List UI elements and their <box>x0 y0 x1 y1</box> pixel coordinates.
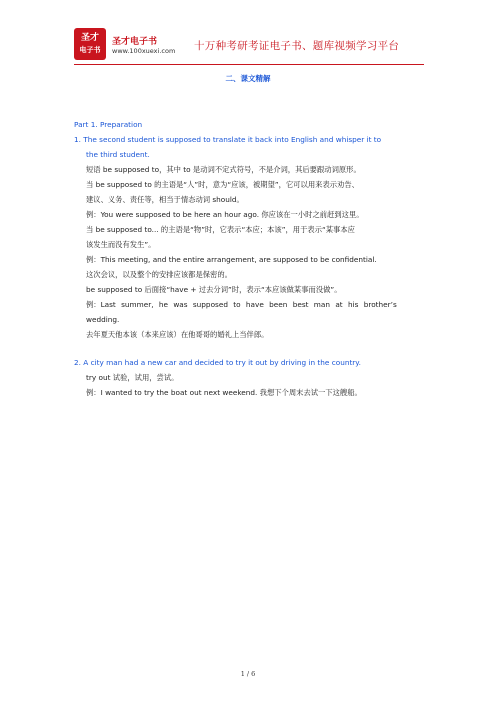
logo <box>74 28 106 60</box>
logo-text-top: 圣才 <box>80 33 99 43</box>
item1-example-2-translation: 这次会议，以及整个的安排应该都是保密的。 <box>86 270 232 279</box>
page-number: 1 / 6 <box>240 670 256 678</box>
item1-example-3-translation: 去年夏天他本该（本来应该）在他哥哥的婚礼上当伴郎。 <box>86 330 269 339</box>
section-title: 二、课文精解 <box>225 74 271 83</box>
item1-note-2: 当 be supposed to 的主语是“人”时，意为“应该，被期望”，它可以用来表示劝告、 <box>86 180 359 189</box>
brand-url[interactable]: www.100xuexi.com <box>112 47 176 55</box>
document-body <box>74 120 426 398</box>
item2-sentence: 2. A city man had a new car and decided to try it out by driving in the country. <box>74 358 361 367</box>
item1-note-1: 短语 be supposed to，其中 to 是动词不定式符号，不是介词，其后要跟动词原形。 <box>86 165 361 174</box>
item1-note-2-cont: 建议、义务、责任等，相当于情态动词 should。 <box>86 195 244 204</box>
item1-note-4: be supposed to 后面接“have + 过去分词”时，表示“本应该做某事而没做”。 <box>86 285 342 294</box>
brand-name: 圣才电子书 <box>112 37 158 47</box>
part-heading: Part 1. Preparation <box>74 120 143 129</box>
item1-sentence: 1. The second student is supposed to translate it back into English and whisper it to <box>74 135 382 144</box>
page-header <box>74 28 424 66</box>
item1-sentence-cont: the third student. <box>86 150 150 159</box>
item2-example-1: 例：I wanted to try the boat out next weekend. 我想下个周末去试一下这艘船。 <box>86 388 362 397</box>
item1-note-3: 当 be supposed to... 的主语是“物”时，它表示“本应；本该”，用于表示“某事本应 <box>86 225 355 234</box>
item1-example-2: 例：This meeting, and the entire arrangement, are supposed to be confidential. <box>86 255 377 264</box>
header-slogan: 十万种考研考证电子书、题库视频学习平台 <box>194 40 400 52</box>
item1-example-3: 例：Last summer, he was supposed to have been best man at his brother’s <box>86 300 397 309</box>
header-divider <box>74 64 424 65</box>
item2-note-1: try out 试验，试用，尝试。 <box>86 373 179 382</box>
item1-note-3-cont: 该发生而没有发生”。 <box>86 240 156 249</box>
item1-example-3-cont: wedding. <box>86 315 120 324</box>
logo-text-bottom: 电子书 <box>79 46 101 54</box>
item1-example-1: 例：You were supposed to be here an hour ago. 你应该在一小时之前赶到这里。 <box>86 210 364 219</box>
